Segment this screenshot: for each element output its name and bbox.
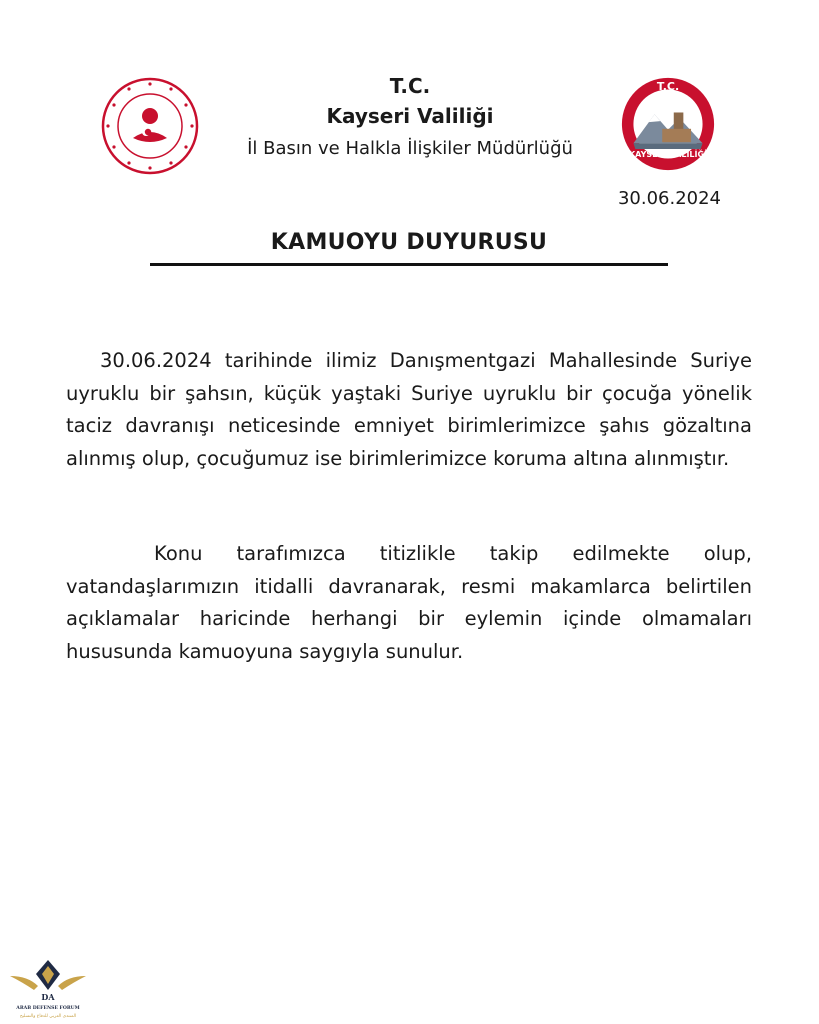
ministry-seal-logo xyxy=(100,76,200,176)
tc-heading: T.C. xyxy=(389,74,431,98)
paragraph-1-text: 30.06.2024 tarihinde ilimiz Danışmentgazi Mahallesinde Suriye uyruklu bir şahsın, küçük yaştaki Suriye uyruklu bir çocuğa yönelik taciz davranışı neticesinde emniyet birimlerimizce şahıs gözaltına alınmış olup, çocuğumuz ise birimlerimizce koruma altına alınmıştır. xyxy=(66,349,752,470)
directorate-heading: İl Basın ve Halkla İlişkiler Müdürlüğü xyxy=(247,138,573,159)
page-title: KAMUOYU DUYURUSU xyxy=(270,230,548,255)
seal-bottom-text: KAYSERİ VALİLİĞİ xyxy=(628,150,708,159)
body-paragraph-1 xyxy=(66,345,752,475)
governorship-heading: Kayseri Valiliği xyxy=(326,104,494,128)
seal-top-text: T.C. xyxy=(656,80,680,93)
svg-text:ARAB DEFENSE FORUM: ARAB DEFENSE FORUM xyxy=(16,1006,80,1011)
title-underline xyxy=(150,263,668,266)
document-date: 30.06.2024 xyxy=(617,188,721,209)
body-paragraph-2 xyxy=(66,538,752,668)
kayseri-governorship-logo xyxy=(620,76,716,172)
svg-text:المنتدى العربي للدفاع والتسليح: المنتدى العربي للدفاع والتسليح xyxy=(19,1014,77,1019)
paragraph-2-text: Konu tarafımızca titizlikle takip edilmekte olup, vatandaşlarımızın itidalli davranarak, resmi makamlarca belirtilen açıklamalar haricinde herhangi bir eylemin içinde olmamaları hususunda kamuoyuna saygıyla sunulur. xyxy=(66,542,752,663)
svg-text:DA: DA xyxy=(41,992,55,1002)
arab-defense-forum-watermark xyxy=(4,956,92,1022)
